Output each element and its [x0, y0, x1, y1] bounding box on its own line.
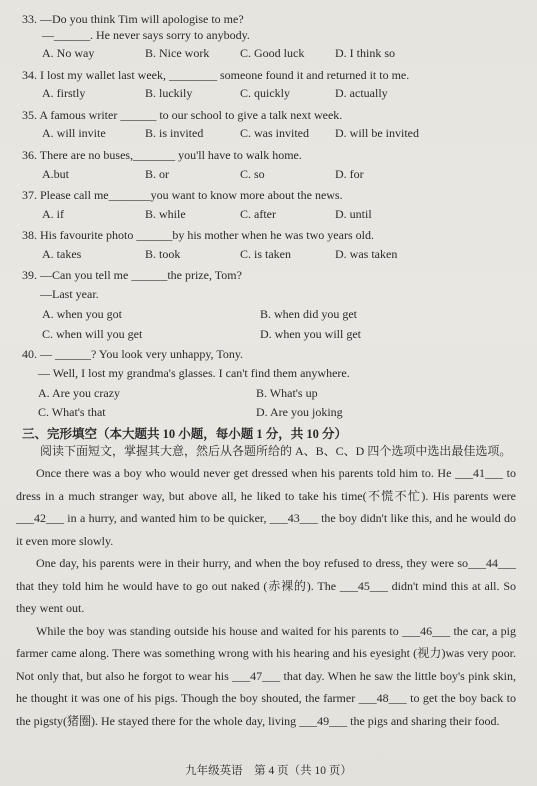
q33-options	[42, 46, 522, 61]
q39-stem: 39. —Can you tell me ______the prize, Tom?	[22, 268, 242, 282]
q39-option-b: B. when did you get	[260, 307, 357, 321]
q39-line2: —Last year.	[40, 287, 99, 301]
q38-option-a: A. takes	[42, 247, 82, 261]
q40-line2: — Well, I lost my grandma's glasses. I can't find them anywhere.	[38, 366, 350, 380]
q33-line2: —______. He never says sorry to anybody.	[42, 28, 250, 42]
q40-options-row1	[38, 386, 518, 401]
section-3-title: 三、完形填空（本大题共 10 小题，每小题 1 分，共 10 分）	[22, 427, 348, 441]
q38-options	[42, 247, 522, 262]
cloze-paragraph-1: Once there was a boy who would never get dressed when his parents told him to. He ___41___ to dress in a much stranger way, but above all, he liked to take his time(不慌不忙). His parents were ___42___ in a hurry, and wanted him to be quicker, ___43___ the boy didn't like this, and he would do it even more slowly.	[16, 466, 516, 548]
q35-option-c: C. was invited	[240, 126, 309, 140]
q35-option-a: A. will invite	[42, 126, 106, 140]
q37-option-d: D. until	[335, 207, 372, 221]
q33-option-a: A. No way	[42, 46, 95, 60]
q36-options	[42, 167, 522, 182]
q35-option-b: B. is invited	[145, 126, 204, 140]
q36-stem: 36. There are no buses,_______ you'll have to walk home.	[22, 148, 302, 162]
q38-option-c: C. is taken	[240, 247, 291, 261]
q39-option-c: C. when will you get	[42, 327, 143, 341]
q35-stem: 35. A famous writer ______ to our school to give a talk next week.	[22, 108, 343, 122]
q38-stem: 38. His favourite photo ______by his mother when he was two years old.	[22, 228, 374, 242]
q39-option-d: D. when you will get	[260, 327, 361, 341]
q36-option-b: B. or	[145, 167, 169, 181]
q40-option-a: A. Are you crazy	[38, 386, 120, 400]
q34-option-b: B. luckily	[145, 86, 193, 100]
q35-option-d: D. will be invited	[335, 126, 419, 140]
page-footer: 九年级英语 第 4 页（共 10 页）	[185, 765, 352, 777]
q37-stem: 37. Please call me_______you want to know more about the news.	[22, 188, 343, 202]
q34-option-a: A. firstly	[42, 86, 86, 100]
q35-options	[42, 126, 522, 141]
cloze-passage	[16, 462, 516, 732]
q40-option-b: B. What's up	[256, 386, 318, 400]
q33-option-b: B. Nice work	[145, 46, 210, 60]
q40-stem: 40. — ______? You look very unhappy, Tony.	[22, 347, 244, 361]
q39-options-row1	[42, 307, 522, 322]
q34-options	[42, 86, 522, 101]
cloze-paragraph-3: While the boy was standing outside his house and waited for his parents to ___46___ the car, a pig farmer came along. There was something wrong with his hearing and his eyesight (视力)was very poor. Not only that, but also he forgot to wear his ___47___ that day. When he saw the little boy's pink skin, he thought it was one of his pigs. Though the boy shouted, the farmer ___48___ to get the boy back to the pigsty(猪圈). He stayed there for the whole day, living ___49___ the pigs and sharing their food.	[16, 623, 516, 728]
q38-option-d: D. was taken	[335, 247, 398, 261]
q36-option-a: A.but	[42, 167, 69, 181]
q33-stem: 33. —Do you think Tim will apologise to me?	[22, 12, 244, 26]
q40-options-row2	[38, 405, 518, 420]
q37-option-c: C. after	[240, 207, 276, 221]
q34-option-d: D. actually	[335, 86, 388, 100]
q40-option-d: D. Are you joking	[256, 405, 343, 419]
q36-option-c: C. so	[240, 167, 265, 181]
q40-option-c: C. What's that	[38, 405, 106, 419]
q39-option-a: A. when you got	[42, 307, 122, 321]
q37-option-b: B. while	[145, 207, 186, 221]
q34-stem: 34. I lost my wallet last week, ________ someone found it and returned it to me.	[22, 68, 410, 82]
q38-option-b: B. took	[145, 247, 181, 261]
q39-options-row2	[42, 327, 522, 342]
cloze-paragraph-2: One day, his parents were in their hurry, and when the boy refused to dress, they were so___44___ that they told him he would have to go out naked (赤裸的). The ___45___ didn't mind this at all. So they went out.	[16, 556, 516, 615]
q33-option-c: C. Good luck	[240, 46, 305, 60]
section-3-instructions: 阅读下面短文，掌握其大意，然后从各题所给的 A、B、C、D 四个选项中选出最佳选项。	[40, 444, 512, 458]
q36-option-d: D. for	[335, 167, 364, 181]
q37-option-a: A. if	[42, 207, 64, 221]
q34-option-c: C. quickly	[240, 86, 290, 100]
q33-option-d: D. I think so	[335, 46, 395, 60]
q37-options	[42, 207, 522, 222]
